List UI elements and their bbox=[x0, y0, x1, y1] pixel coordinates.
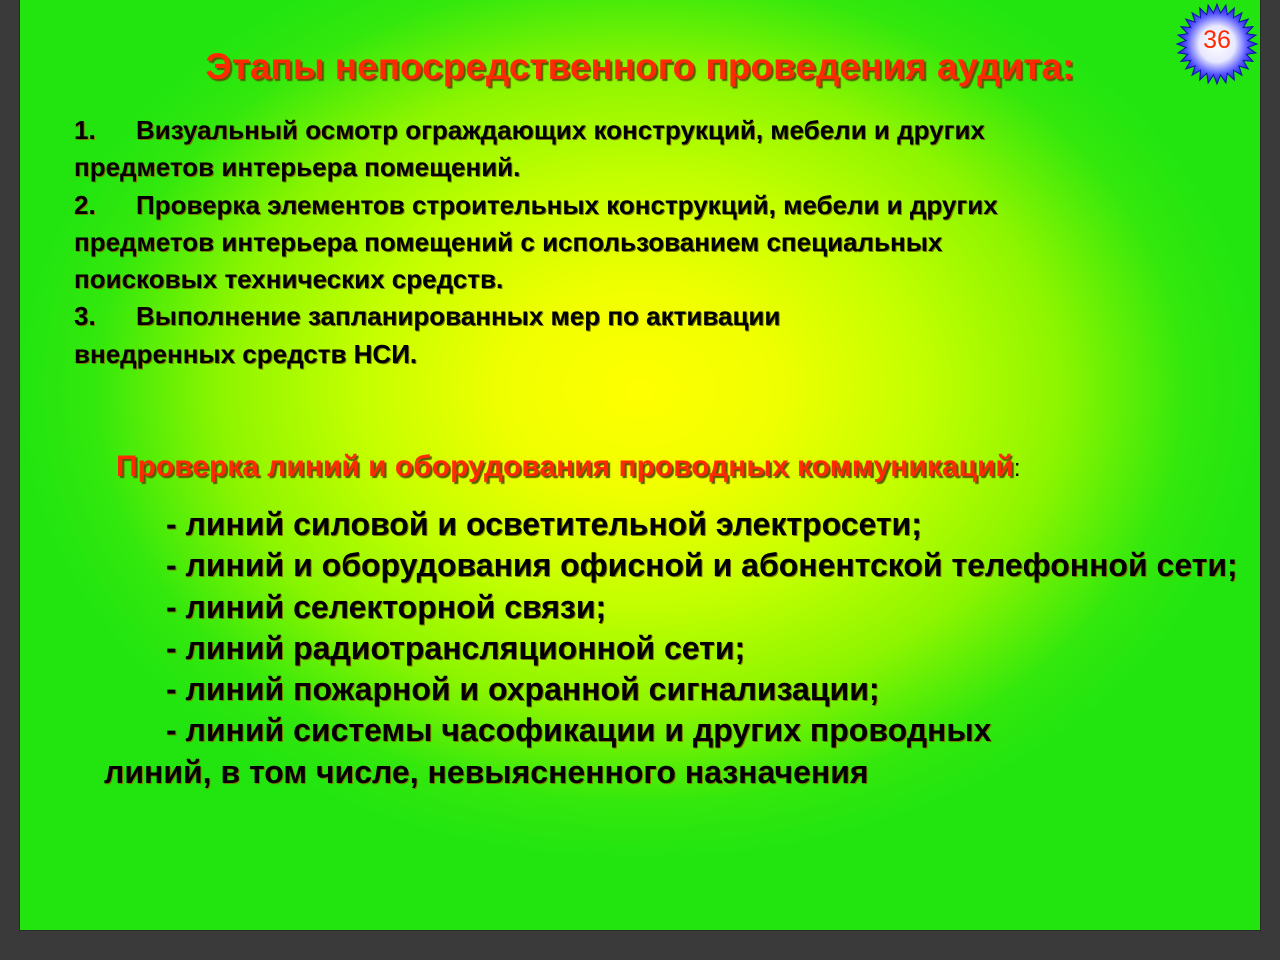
list-item: - линий силовой и осветительной электросети; bbox=[166, 506, 922, 542]
list-item: - линий пожарной и охранной сигнализации; bbox=[166, 671, 880, 708]
list-item-continuation: линий, в том числе, невыясненного назначения bbox=[104, 753, 869, 790]
step-number: 1. bbox=[74, 115, 96, 145]
subheading-text: Проверка линий и оборудования проводных коммуникаций bbox=[116, 450, 1014, 483]
communication-lines-list bbox=[104, 504, 1238, 793]
step-text: Проверка элементов строительных конструкций, мебели и других bbox=[136, 189, 998, 220]
step-number: 3. bbox=[74, 301, 96, 332]
audit-steps-list bbox=[74, 112, 1224, 373]
step-text: Выполнение запланированных мер по активации bbox=[136, 301, 781, 332]
step-1-continuation: предметов интерьера помещений. bbox=[74, 152, 521, 183]
step-2-continuation: предметов интерьера помещений с использованием специальных bbox=[74, 226, 943, 257]
list-item: - линий и оборудования офисной и абонентской телефонной сети; bbox=[166, 547, 1238, 584]
step-number: 2. bbox=[74, 189, 96, 220]
list-item: - линий селекторной связи; bbox=[166, 588, 607, 625]
step-2-continuation: поисковых технических средств. bbox=[74, 264, 504, 295]
subheading-colon: : bbox=[1013, 455, 1021, 482]
list-item: - линий радиотрансляционной сети; bbox=[166, 629, 746, 666]
slide-number: 36 bbox=[1203, 26, 1231, 54]
slide-title: Этапы непосредственного проведения аудита: bbox=[205, 46, 1075, 87]
step-1 bbox=[74, 112, 1224, 149]
list-item: - линий системы часофикации и других проводных bbox=[166, 712, 992, 749]
slide-number-badge bbox=[1175, 2, 1259, 86]
step-3 bbox=[74, 298, 1224, 335]
subheading bbox=[116, 450, 1021, 484]
step-2 bbox=[74, 187, 1224, 224]
step-text: Визуальный осмотр ограждающих конструкций, мебели и других bbox=[136, 115, 985, 145]
slide bbox=[20, 0, 1260, 930]
step-3-continuation: внедренных средств НСИ. bbox=[74, 338, 418, 369]
